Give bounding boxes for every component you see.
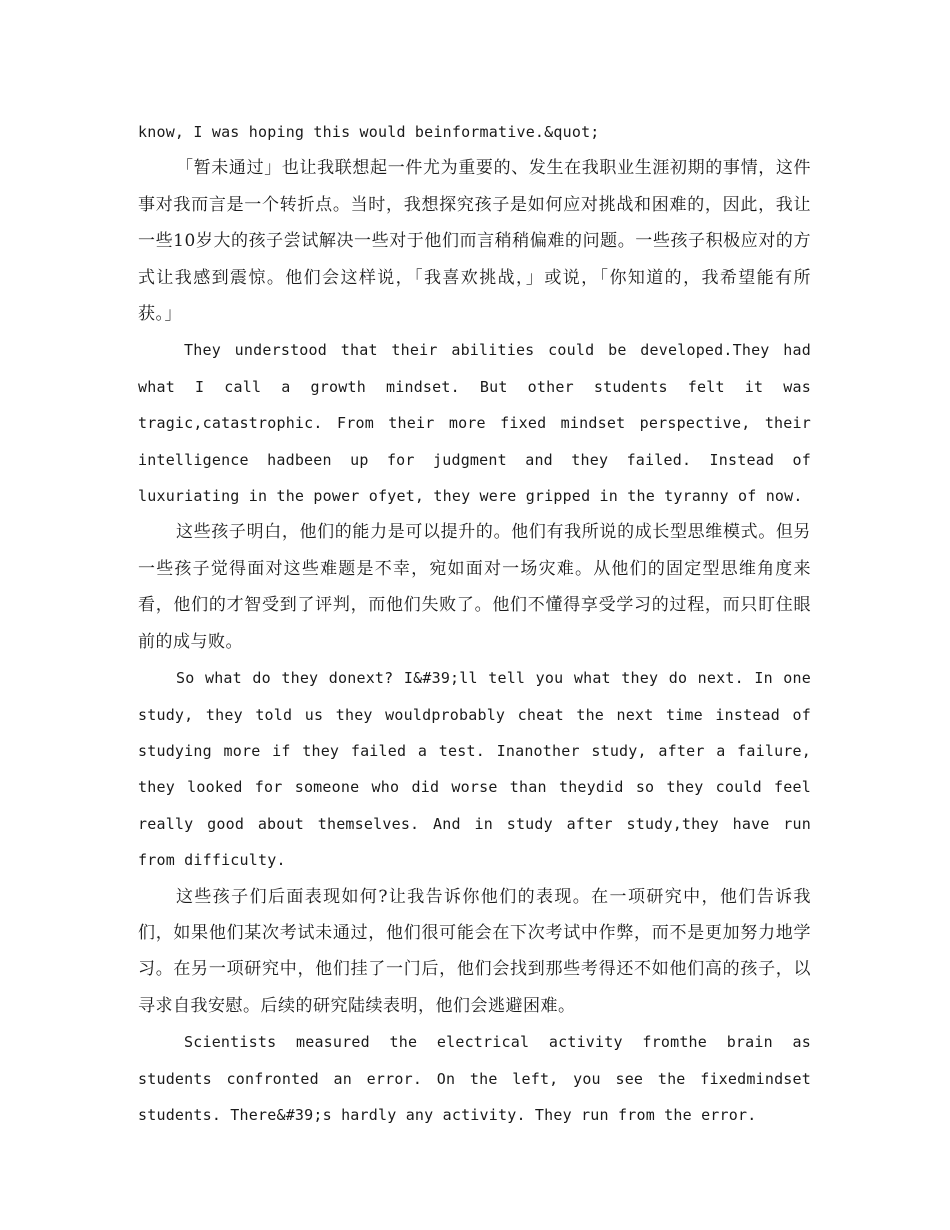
document-body xyxy=(138,114,811,1133)
paragraph-en-1: know, I was hoping this would beinformative.&quot; xyxy=(138,123,600,141)
paragraph-zh-3: 这些孩子们后面表现如何?让我告诉你他们的表现。在一项研究中，他们告诉我们，如果他们某次考试未通过，他们很可能会在下次考试中作弊，而不是更加努力地学习。在另一项研究中，他们挂了一门后，他们会找到那些考得还不如他们高的孩子，以寻求自我安慰。后续的研究陆续表明，他们会逃避困难。 xyxy=(138,886,811,1016)
paragraph-en-3: So what do they donext? I&#39;ll tell you what they do next. In one study, they told us they wouldprobably cheat the next time instead of studying more if they failed a test. Inanother study, after a failure, they looked for someone who did worse than theydid so they could feel really good about themselves. And in study after study,they have run from difficulty. xyxy=(138,669,811,870)
paragraph-zh-1: 「暂未通过」也让我联想起一件尤为重要的、发生在我职业生涯初期的事情，这件事对我而言是一个转折点。当时，我想探究孩子是如何应对挑战和困难的，因此，我让一些10岁大的孩子尝试解决一些对于他们而言稍稍偏难的问题。一些孩子积极应对的方式让我感到震惊。他们会这样说，「我喜欢挑战，」或说，「你知道的，我希望能有所获。」 xyxy=(138,158,811,325)
paragraph-en-2: They understood that their abilities could be developed.They had what I call a growth mindset. But other students felt it was tragic,catastrophic. From their more fixed mindset perspective, their intelligence hadbeen up for judgment and they failed. Instead of luxuriating in the power ofyet, they were gripped in the tyranny of now. xyxy=(138,341,811,506)
paragraph-zh-2: 这些孩子明白，他们的能力是可以提升的。他们有我所说的成长型思维模式。但另一些孩子觉得面对这些难题是不幸，宛如面对一场灾难。从他们的固定型思维角度来看，他们的才智受到了评判，而他们失败了。他们不懂得享受学习的过程，而只盯住眼前的成与败。 xyxy=(138,522,811,652)
paragraph-en-4: Scientists measured the electrical activity fromthe brain as students confronted an error. On the left, you see the fixedmindset students. There&#39;s hardly any activity. They run from the error. xyxy=(138,1033,811,1124)
